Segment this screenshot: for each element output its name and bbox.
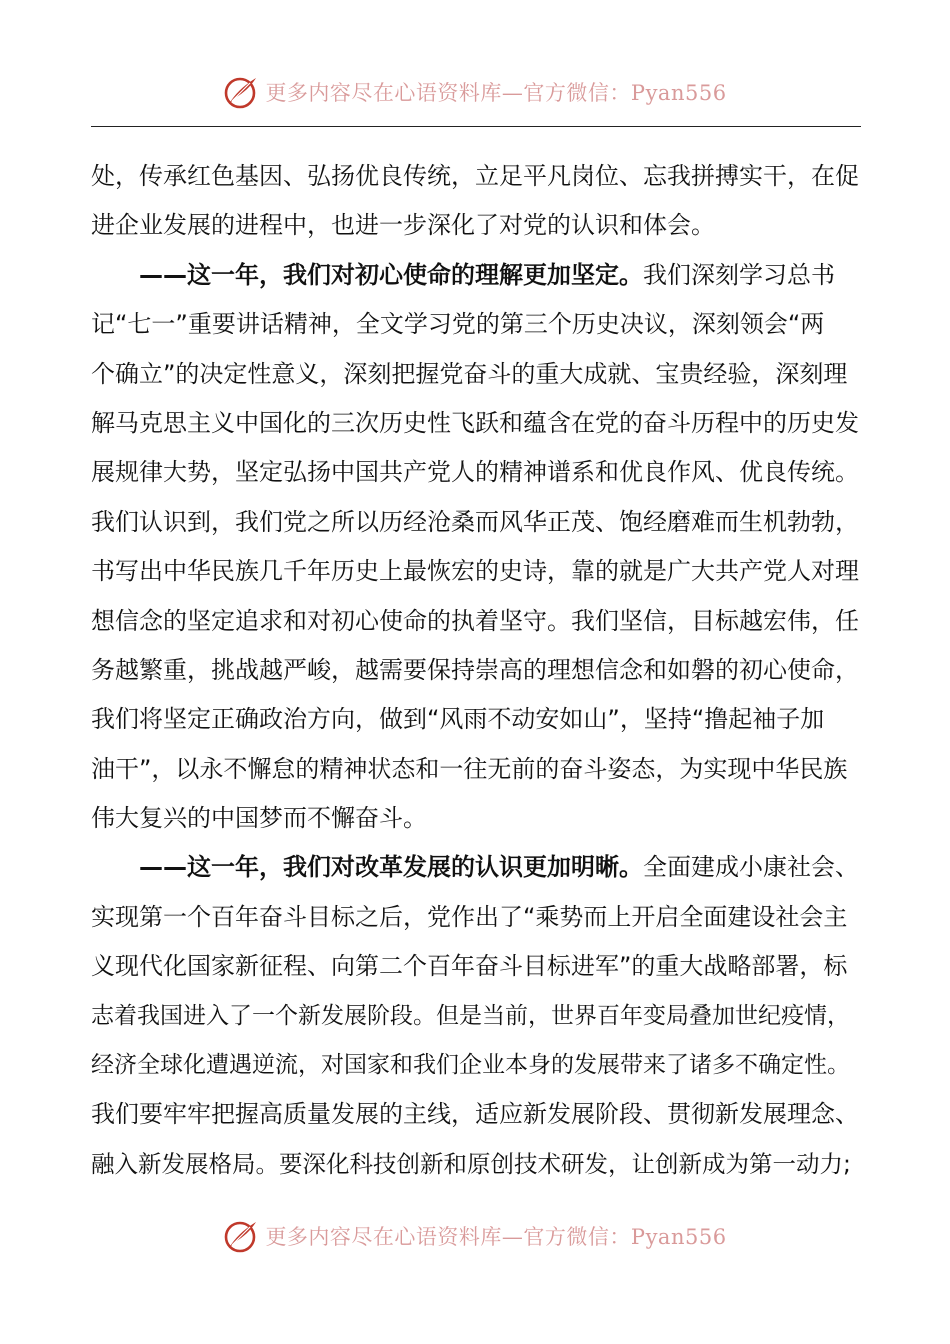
body-line: 务越繁重，挑战越严峻，越需要保持崇高的理想信念和如磐的初心使命， — [91, 655, 859, 684]
body-line: 个确立”的决定性意义，深刻把握党奋斗的重大成就、宝贵经验，深刻理 — [91, 359, 848, 388]
body-line: 解马克思主义中国化的三次历史性飞跃和蕴含在党的奋斗历程中的历史发 — [91, 408, 859, 437]
body-line: 我们认识到，我们党之所以历经沧桑而风华正茂、饱经磨难而生机勃勃， — [91, 507, 859, 536]
body-line: 实现第一个百年奋斗目标之后，党作出了“乘势而上开启全面建设社会主 — [91, 902, 848, 931]
body-line: 融入新发展格局。要深化科技创新和原创技术研发，让创新成为第一动力; — [91, 1149, 851, 1178]
quill-circle-icon — [223, 74, 259, 110]
body-line: 记“七一”重要讲话精神，全文学习党的第三个历史决议，深刻领会“两 — [91, 310, 825, 339]
body-line: 想信念的坚定追求和对初心使命的执着坚守。我们坚信，目标越宏伟，任 — [91, 606, 859, 635]
footer-banner — [0, 1216, 950, 1256]
header-banner-text: 更多内容尽在心语资料库—官方微信：Pyan556 — [265, 81, 727, 105]
body-line: 我们要牢牢把握高质量发展的主线，适应新发展阶段、贯彻新发展理念、 — [91, 1100, 859, 1129]
section-heading-line: ——这一年，我们对初心使命的理解更加坚定。我们深刻学习总书 — [139, 260, 835, 289]
header-banner — [0, 72, 950, 112]
body-line: 书写出中华民族几千年历史上最恢宏的史诗，靠的就是广大共产党人对理 — [91, 557, 859, 586]
footer-banner-text: 更多内容尽在心语资料库—官方微信：Pyan556 — [265, 1225, 727, 1249]
body-line: 展规律大势，坚定弘扬中国共产党人的精神谱系和优良作风、优良传统。 — [91, 458, 859, 487]
header-divider — [91, 126, 861, 127]
body-line: 处，传承红色基因、弘扬优良传统，立足平凡岗位、忘我拼搏实干，在促 — [91, 162, 859, 190]
body-line: 我们将坚定正确政治方向，做到“风雨不动安如山”，坚持“撸起袖子加 — [91, 705, 825, 734]
body-line: 志着我国进入了一个新发展阶段。但是当前，世界百年变局叠加世纪疫情， — [91, 1002, 850, 1029]
document-body — [91, 152, 861, 1189]
section-heading: ——这一年，我们对初心使命的理解更加坚定。 — [139, 260, 643, 289]
body-line: 油干”，以永不懈怠的精神状态和一往无前的奋斗姿态，为实现中华民族 — [91, 754, 848, 783]
section-heading-line: ——这一年，我们对改革发展的认识更加明晰。全面建成小康社会、 — [139, 853, 859, 882]
body-line: 伟大复兴的中国梦而不懈奋斗。 — [91, 804, 427, 833]
body-line: 进企业发展的进程中，也进一步深化了对党的认识和体会。 — [91, 211, 715, 240]
section-heading: ——这一年，我们对改革发展的认识更加明晰。 — [139, 853, 643, 882]
body-line: 义现代化国家新征程、向第二个百年奋斗目标进军”的重大战略部署，标 — [91, 952, 848, 981]
quill-circle-icon — [223, 1218, 259, 1254]
body-line: 经济全球化遭遇逆流，对国家和我们企业本身的发展带来了诸多不确定性。 — [91, 1052, 850, 1079]
